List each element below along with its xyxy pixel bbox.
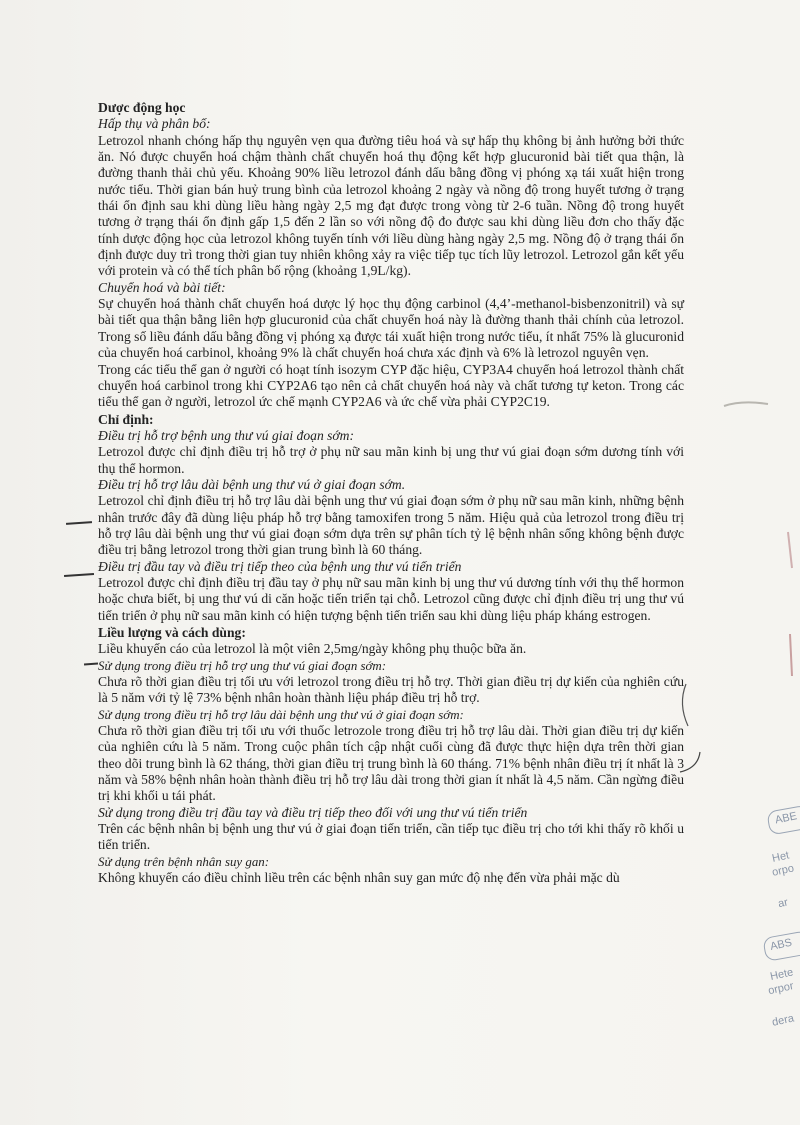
metabolism-paragraph-2: Trong các tiểu thể gan ở người có hoạt tính isozym CYP đặc hiệu, CYP3A4 chuyển hoá letrozol thành chất chuyển hoá carbinol trong khi CYP2A6 tạo nên cả chất chuyển hoá này và chất tương tự keton. Trong các tiểu thể gan ở người, letrozol ức chế mạnh CYP2A6 và ức chế vừa phải CYP2C19. (98, 361, 684, 410)
stamp-fragment-text: ABS (769, 936, 794, 953)
use-advanced-paragraph: Trên các bệnh nhân bị bệnh ung thư vú ở giai đoạn tiến triển, cần tiếp tục điều trị cho tới khi thấy rõ khối u tiến triển. (98, 821, 684, 853)
hepatic-heading: Sử dụng trên bệnh nhân suy gan: (98, 854, 270, 869)
metabolism-heading: Chuyển hoá và bài tiết: (98, 279, 226, 295)
margin-dash-mark (66, 521, 92, 524)
handwritten-curve-mark (676, 750, 706, 776)
stamp-fragment-text: orpo (771, 862, 796, 879)
document-body (98, 100, 684, 887)
absorption-paragraph: Letrozol nhanh chóng hấp thụ nguyên vẹn qua đường tiêu hoá và sự hấp thụ không bị ảnh hưởng bởi thức ăn. Nó được chuyển hoá chậm thành chất chuyển hoá thụ động kết hợp glucuronid bài tiết qua thận, là đường thanh thải chủ yếu. Khoảng 90% liều letrozol đánh dấu bằng đồng vị phóng xạ tái xuất hiện trong nước tiểu. Thời gian bán huỷ trung bình của letrozol khoảng 2 ngày và nồng độ trong huyết tương ở trạng thái ổn định sau khi dùng liều hàng ngày 2,5 mg đạt được trong vòng từ 2-6 tuần. Nồng độ trong huyết tương ở trạng thái ổn định gấp 1,5 đến 2 lần so với nồng độ đo được sau khi dùng liều đơn cho thấy đặc tính dược động học của letrozol không tuyến tính với liều dùng hàng ngày 2,5 mg. Nồng độ ở trạng thái ổn định được duy trì trong thời gian tuy nhiên không xảy ra việc tiếp tục tích lũy letrozol. Letrozol gắn kết yếu với protein và có thể tích phân bố rộng (khoảng 1,9L/kg). (98, 132, 684, 279)
indication-early-heading: Điều trị hỗ trợ bệnh ung thư vú giai đoạn sớm: (98, 427, 355, 443)
pharmacokinetics-heading: Dược động học (98, 100, 186, 115)
dosage-heading: Liều lượng và cách dùng: (98, 625, 246, 640)
absorption-heading: Hấp thụ và phân bố: (98, 116, 211, 132)
stamp-fragment-text: ABE (774, 810, 799, 827)
dosage-paragraph: Liều khuyến cáo của letrozol là một viên 2,5mg/ngày không phụ thuộc bữa ăn. (98, 641, 527, 657)
scan-smudge-mark (722, 396, 772, 416)
indication-advanced-heading: Điều trị đầu tay và điều trị tiếp theo của bệnh ung thư vú tiến triển (98, 558, 462, 574)
stamp-fragment-text: Het (771, 849, 791, 865)
metabolism-paragraph-1: Sự chuyển hoá thành chất chuyển hoá dược lý học thụ động carbinol (4,4’-methanol-bisbenzonitril) và sự bài tiết qua thận bằng liên hợp glucuronid của chất chuyển hoá này là đường thanh thải chính của letrozol. Trong số liều đánh dấu bằng đồng vị phóng xạ được tái xuất hiện trong nước tiểu, ít nhất 75% là glucuronid của chuyển hoá carbinol, khoảng 9% là chất chuyển hoá chưa xác định và 6% là letrozol nguyên vẹn. (98, 296, 684, 361)
stamp-fragment-text: orpor (767, 980, 795, 998)
stamp-fragment-text: Hete (769, 966, 795, 983)
handwritten-bracket-mark (676, 682, 696, 728)
stamp-fragment-text: dera (771, 1012, 796, 1029)
use-advanced-heading: Sử dụng trong điều trị đầu tay và điều trị tiếp theo đối với ung thư vú tiến triển (98, 804, 528, 820)
indication-extended-heading: Điều trị hỗ trợ lâu dài bệnh ung thư vú ở giai đoạn sớm. (98, 476, 406, 492)
use-extended-paragraph: Chưa rõ thời gian điều trị tối ưu với thuốc letrozole trong điều trị hỗ trợ lâu dài. Thời gian điều trị dự kiến của nghiên cứu là 5 năm. Trong cuộc phân tích cập nhật cuối cùng đã được thực hiện dựa trên thời gian theo dõi trung bình là 62 tháng, thời gian điều trị trung bình là 60 tháng. 71% bệnh nhân điều trị ít nhất là 3 năm và 58% bệnh nhân hoàn thành điều trị hỗ trợ lâu dài trong thời gian ít nhất là 4,5 năm. Cần ngừng điều trị khi khối u tái phát. (98, 723, 684, 804)
stamp-fragment-text: ar (776, 896, 790, 911)
indication-advanced-paragraph: Letrozol được chỉ định điều trị đầu tay ở phụ nữ sau mãn kinh bị ung thư vú dương tính với thụ thể hormon hoặc chưa biết, bị ung thư vú di căn hoặc tiến triển tại chỗ. Letrozol cũng được chỉ định điều trị ung thư vú tiến triển ở phụ nữ sau mãn kinh có hiện tượng bệnh tiến triển sau khi dùng liệu pháp kháng estrogen. (98, 574, 684, 623)
margin-dash-mark (64, 573, 94, 577)
use-early-paragraph: Chưa rõ thời gian điều trị tối ưu với letrozol trong điều trị hỗ trợ. Thời gian điều trị dự kiến của nghiên cứu là 5 năm với tỷ lệ 73% bệnh nhân hoàn thành liệu pháp điều trị hỗ trợ. (98, 674, 684, 706)
red-edge-mark (778, 530, 800, 570)
hepatic-paragraph: Không khuyến cáo điều chỉnh liều trên các bệnh nhân suy gan mức độ nhẹ đến vừa phải mặc dù (98, 870, 620, 886)
indication-early-paragraph: Letrozol được chỉ định điều trị hỗ trợ ở phụ nữ sau mãn kinh bị ung thư vú giai đoạn sớm dương tính với thụ thể hormon. (98, 444, 684, 476)
red-edge-mark (780, 630, 800, 680)
margin-dash-mark (84, 663, 98, 665)
indications-heading: Chỉ định: (98, 411, 154, 427)
indication-extended-paragraph: Letrozol chỉ định điều trị hỗ trợ lâu dài bệnh ung thư vú giai đoạn sớm ở phụ nữ sau mãn kinh, những bệnh nhân trước đây đã dùng liệu pháp hỗ trợ bằng tamoxifen trong 5 năm. Hiệu quả của letrozol trong điều trị hỗ trợ lâu dài bệnh ung thư vú giai đoạn sớm dựa trên sự phân tích tỷ lệ bệnh nhân sống không bệnh được điều trị bằng letrozol trong thời gian trung bình là 60 tháng. (98, 493, 684, 558)
use-early-heading: Sử dụng trong điều trị hỗ trợ ung thư vú giai đoạn sớm: (98, 658, 387, 673)
use-extended-heading: Sử dụng trong điều trị hỗ trợ lâu dài bệnh ung thư vú ở giai đoạn sớm: (98, 707, 464, 722)
